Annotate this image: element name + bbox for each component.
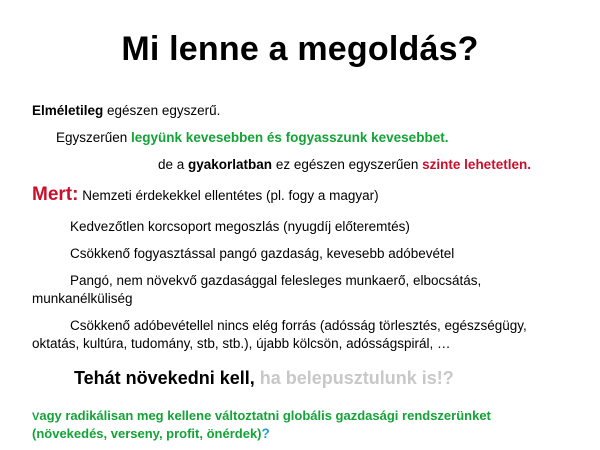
conclusion-line: Tehát növekedni kell, ha belepusztulunk is!? (74, 368, 454, 388)
simple-solution-line: Egyszerűen legyünk kevesebben és fogyasszunk kevesebbet. (56, 130, 449, 145)
reason-item-continued: munkanélküliség (32, 291, 133, 306)
theory-line: Elméletileg egészen egyszerű. (32, 103, 221, 118)
reason-item: Csökkenő fogyasztással pangó gazdaság, kevesebb adóbevétel (70, 246, 455, 261)
reason-item: Csökkenő adóbevétellel nincs elég forrás (adósság törlesztés, egészségügy, (70, 318, 527, 333)
slide-title: Mi lenne a megoldás? (121, 30, 479, 68)
final-question-line-2: (növekedés, verseny, profit, önérdek)? (32, 426, 270, 441)
reason-item: Pangó, nem növekvő gazdasággal felesleges munkaerő, elbocsátás, (70, 273, 482, 288)
reason-item-continued: oktatás, kultúra, tudomány, stb, stb.), újabb kölcsön, adósságspirál, … (32, 336, 451, 351)
reason-item: Kedvezőtlen korcsoport megoszlás (nyugdíj előteremtés) (70, 219, 410, 234)
final-question-line-1: Vagy radikálisan meg kellene változtatni globális gazdasági rendszerünket (32, 408, 491, 423)
mert-line: Mert: Nemzeti érdekekkel ellentétes (pl. fogy a magyar) (32, 184, 379, 205)
practice-line: de a gyakorlatban ez egészen egyszerűen szinte lehetetlen. (158, 157, 531, 172)
